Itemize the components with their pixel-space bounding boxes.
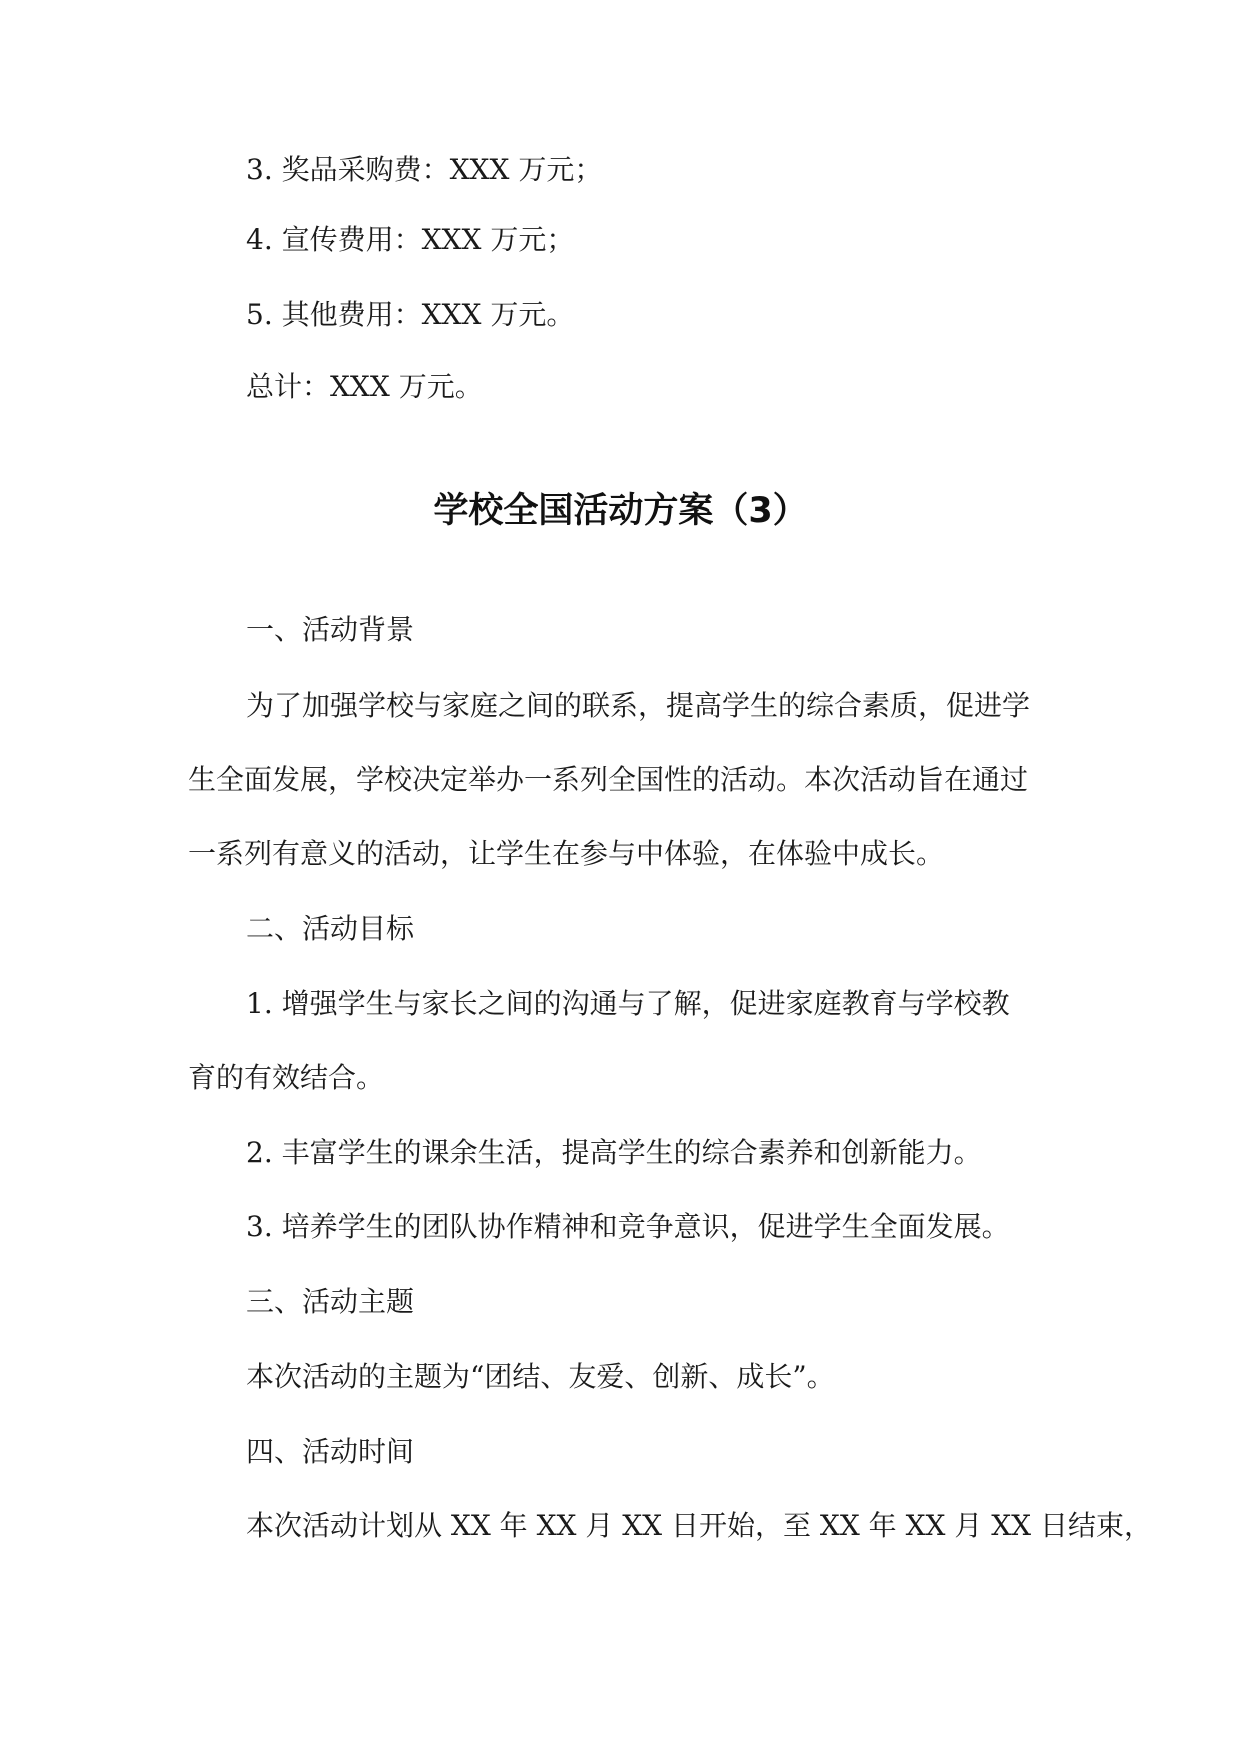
section-heading-goals: 二、活动目标 <box>246 912 415 945</box>
section-heading-theme: 三、活动主题 <box>246 1285 415 1318</box>
paragraph-line: 为了加强学校与家庭之间的联系，提高学生的综合素质，促进学 <box>246 689 1031 722</box>
budget-total: 总计：XXX 万元。 <box>246 370 483 403</box>
document-title: 学校全国活动方案（3） <box>433 491 808 531</box>
section-heading-time: 四、活动时间 <box>246 1435 415 1468</box>
theme-text: 本次活动的主题为“团结、友爱、创新、成长”。 <box>246 1360 835 1393</box>
section-heading-background: 一、活动背景 <box>246 613 415 646</box>
budget-item-prize: 3. 奖品采购费：XXX 万元； <box>246 153 603 186</box>
paragraph-line: 生全面发展，学校决定举办一系列全国性的活动。本次活动旨在通过 <box>188 763 1029 796</box>
goal-item-1-continued: 育的有效结合。 <box>188 1061 385 1094</box>
budget-item-other: 5. 其他费用：XXX 万元。 <box>246 298 575 331</box>
goal-item-3: 3. 培养学生的团队协作精神和竞争意识，促进学生全面发展。 <box>246 1210 1010 1243</box>
time-text: 本次活动计划从 XX 年 XX 月 XX 日开始，至 XX 年 XX 月 XX 日结束， <box>246 1509 1153 1542</box>
goal-item-1: 1. 增强学生与家长之间的沟通与了解，促进家庭教育与学校教 <box>246 987 1010 1020</box>
budget-item-publicity: 4. 宣传费用：XXX 万元； <box>246 223 575 256</box>
goal-item-2: 2. 丰富学生的课余生活，提高学生的综合素养和创新能力。 <box>246 1136 982 1169</box>
paragraph-line: 一系列有意义的活动，让学生在参与中体验，在体验中成长。 <box>188 837 945 870</box>
